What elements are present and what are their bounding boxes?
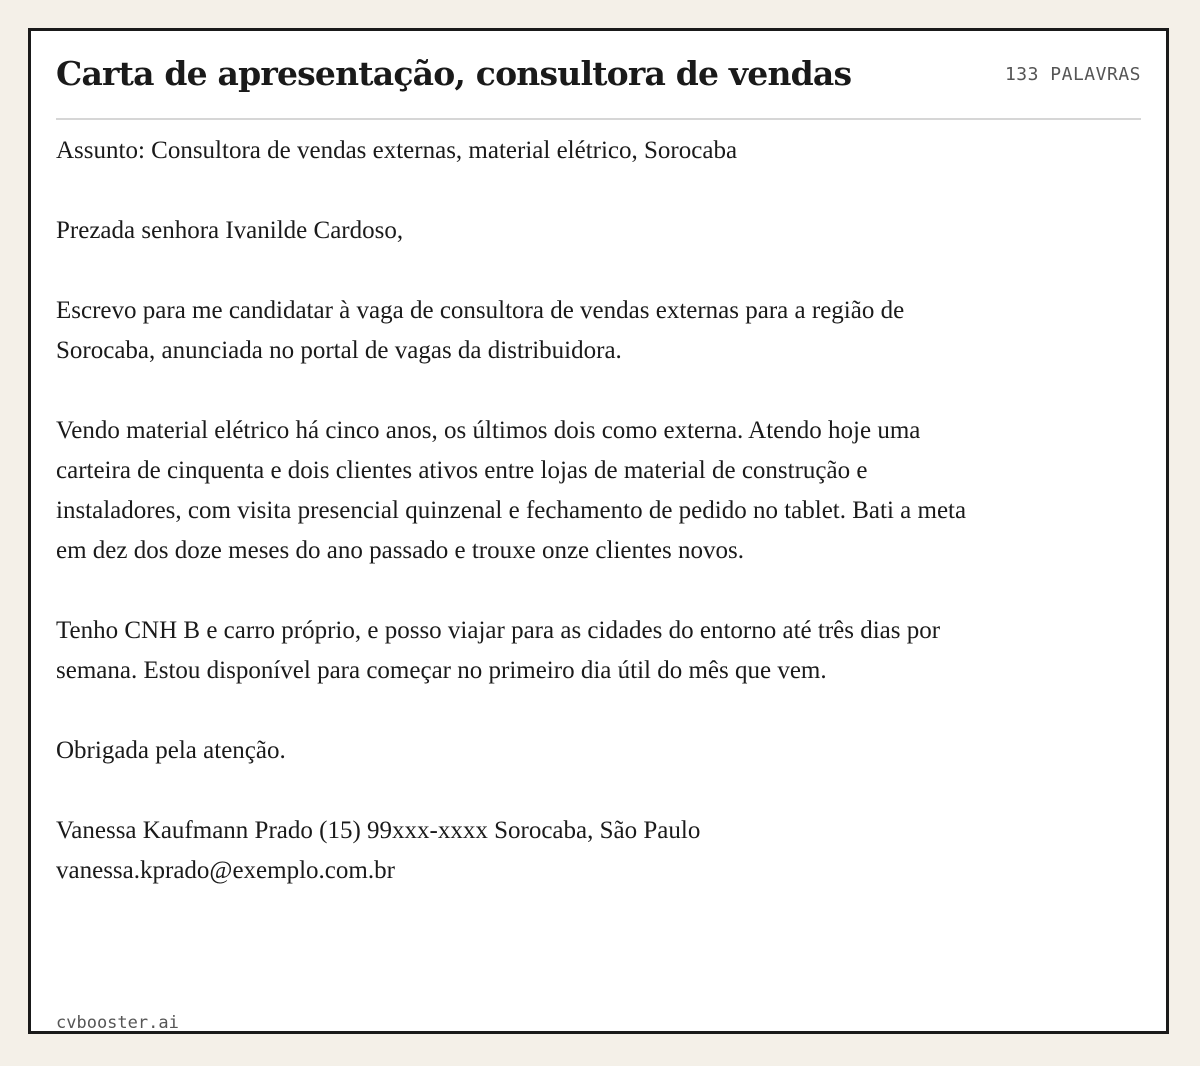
card-header	[56, 31, 1141, 120]
letter-paragraph: Vendo material elétrico há cinco anos, os últimos dois como externa. Atendo hoje uma carteira de cinquenta e dois clientes ativos entre lojas de material de construção e instaladores, com visita presencial quinzenal e fechamento de pedido no tablet. Bati a meta em dez dos doze meses do ano passado e trouxe onze clientes novos.	[56, 417, 967, 564]
signature-phone: (15) 99xxx-xxxx	[319, 817, 488, 844]
letter-subject: Assunto: Consultora de vendas externas, material elétrico, Sorocaba	[56, 137, 738, 164]
word-count-badge: 133 PALAVRAS	[1004, 64, 1141, 85]
page-title: Carta de apresentação, consultora de vendas	[56, 54, 852, 93]
letter-closing: Obrigada pela atenção.	[56, 737, 286, 764]
signature-location: Sorocaba, São Paulo	[494, 817, 701, 844]
letter-signature	[56, 811, 996, 891]
letter-body	[56, 131, 996, 891]
brand-footer: cvbooster.ai	[56, 1013, 179, 1033]
signature-email: vanessa.kprado@exemplo.com.br	[56, 857, 395, 884]
cover-letter-card	[28, 28, 1169, 1034]
signature-name: Vanessa Kaufmann Prado	[56, 817, 313, 844]
letter-paragraph: Escrevo para me candidatar à vaga de consultora de vendas externas para a região de Sorocaba, anunciada no portal de vagas da distribuidora.	[56, 297, 905, 364]
letter-greeting: Prezada senhora Ivanilde Cardoso,	[56, 217, 404, 244]
letter-paragraph: Tenho CNH B e carro próprio, e posso viajar para as cidades do entorno até três dias por semana. Estou disponível para começar no primeiro dia útil do mês que vem.	[56, 617, 941, 684]
